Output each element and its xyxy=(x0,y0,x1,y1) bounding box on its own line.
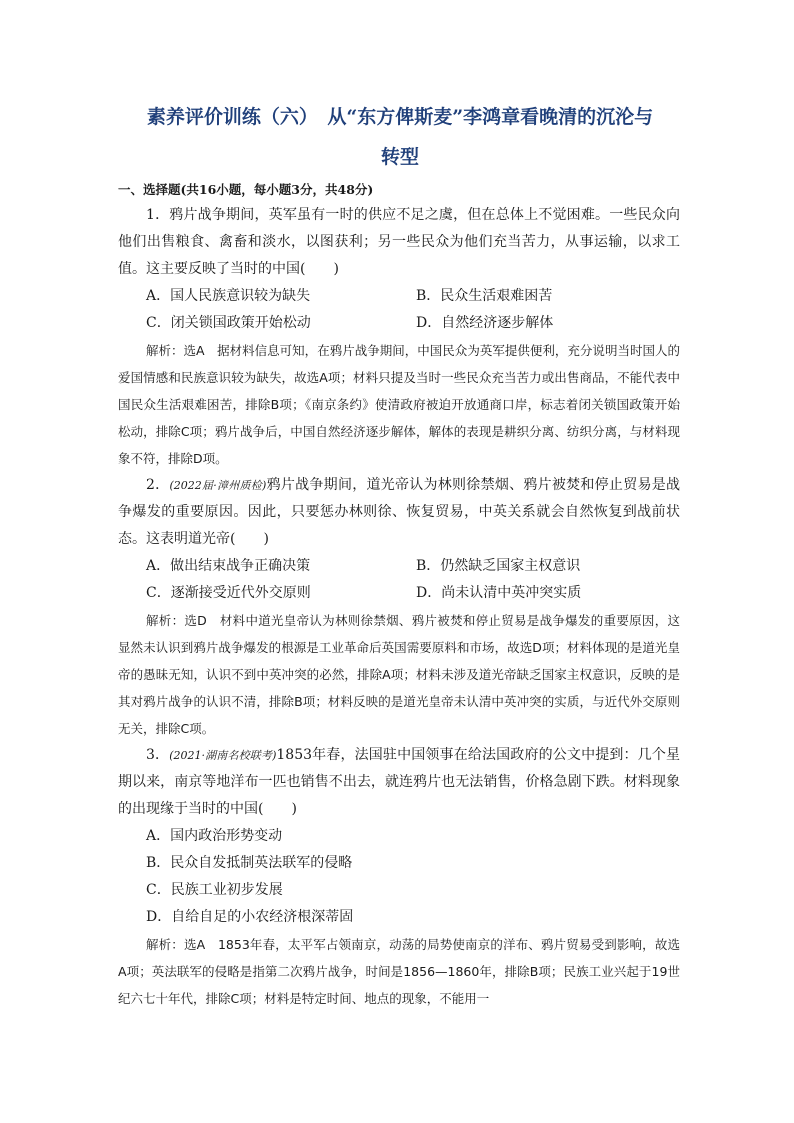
question-3-number: 3． xyxy=(146,747,170,763)
question-1-stem: 1．鸦片战争期间，英军虽有一时的供应不足之虞，但在总体上不觉困难。一些民众向他们出售粮食、禽畜和淡水，以图获利；另一些民众为他们充当苦力，从事运输，以求工值。这主要反映了当时的中国( ) xyxy=(118,207,680,277)
question-3-stem xyxy=(118,742,680,823)
question-2-options xyxy=(118,553,680,607)
question-2-option-d: D．尚未认清中英冲突实质 xyxy=(416,585,582,601)
question-3-text: 1853年春，法国驻中国领事在给法国政府的公文中提到：几个星期以来，南京等地洋布一匹也销售不出去，就连鸦片也无法销售，价格急剧下跌。材料现象的出现缘于当时的中国( ) xyxy=(118,747,680,817)
question-3-source: (2021·湖南名校联考) xyxy=(169,749,277,762)
question-2-analysis: 解析：选D 材料中道光皇帝认为林则徐禁烟、鸦片被焚和停止贸易是战争爆发的重要原因，这显然未认识到鸦片战争爆发的根源是工业革命后英国需要原料和市场，故选D项；材料体现的是道光皇帝的愚昧无知，认识不到中英冲突的必然，排除A项；材料未涉及道光帝缺乏国家主权意识，反映的是其对鸦片战争的认识不清，排除B项；材料反映的是道光皇帝未认清中英冲突的实质，与近代外交原则无关，排除C项。 xyxy=(118,613,680,736)
page-title xyxy=(110,97,690,177)
question-1-analysis: 解析：选A 据材料信息可知，在鸦片战争期间，中国民众为英军提供便利，充分说明当时国人的爱国情感和民族意识较为缺失，故选A项；材料只提及当时一些民众充当苦力或出售商品，不能代表中国民众生活艰难困苦，排除B项；《南京条约》使清政府被迫开放通商口岸，标志着闭关锁国政策开始松动，排除C项；鸦片战争后，中国自然经济逐步解体，解体的表现是耕织分离、纺织分离，与材料现象不符，排除D项。 xyxy=(118,343,680,466)
question-2-source: (2022届·漳州质检) xyxy=(169,479,267,492)
question-1-option-a: A．国人民族意识较为缺失 xyxy=(146,288,311,304)
question-3-option-c: C．民族工业初步发展 xyxy=(146,882,283,898)
section-heading: 一、选择题(共16小题，每小题3分，共48分) xyxy=(118,182,374,197)
question-2-stem xyxy=(118,472,680,553)
question-3-analysis: 解析：选A 1853年春，太平军占领南京，动荡的局势使南京的洋布、鸦片贸易受到影响，故选A项；英法联军的侵略是指第二次鸦片战争，时间是1856—1860年，排除B项；民族工业兴起于19世纪六七十年代，排除C项；材料是特定时间、地点的现象，不能用一 xyxy=(118,937,680,1006)
title-line-1: 素养评价训练（六） 从“东方俾斯麦”李鸿章看晚清的沉沦与 xyxy=(146,106,654,128)
question-3-option-b: B．民众自发抵制英法联军的侵略 xyxy=(146,855,353,871)
question-2-option-b: B．仍然缺乏国家主权意识 xyxy=(416,558,581,574)
question-3-options xyxy=(118,823,680,931)
question-1-option-d: D．自然经济逐步解体 xyxy=(416,315,554,331)
question-list xyxy=(118,202,680,1012)
question-1-option-c: C．闭关锁国政策开始松动 xyxy=(146,315,311,331)
question-2-option-a: A．做出结束战争正确决策 xyxy=(146,558,311,574)
question-1-option-b: B．民众生活艰难困苦 xyxy=(416,288,553,304)
title-line-2: 转型 xyxy=(380,146,419,168)
question-2-number: 2． xyxy=(146,477,170,493)
question-1-options xyxy=(118,283,680,337)
question-2-text: 鸦片战争期间，道光帝认为林则徐禁烟、鸦片被焚和停止贸易是战争爆发的重要原因。因此，只要惩办林则徐、恢复贸易，中英关系就会自然恢复到战前状态。这表明道光帝( ) xyxy=(118,477,680,547)
question-2-option-c: C．逐渐接受近代外交原则 xyxy=(146,585,311,601)
question-3-option-d: D．自给自足的小农经济根深蒂固 xyxy=(146,909,354,925)
question-3-option-a: A．国内政治形势变动 xyxy=(146,828,283,844)
